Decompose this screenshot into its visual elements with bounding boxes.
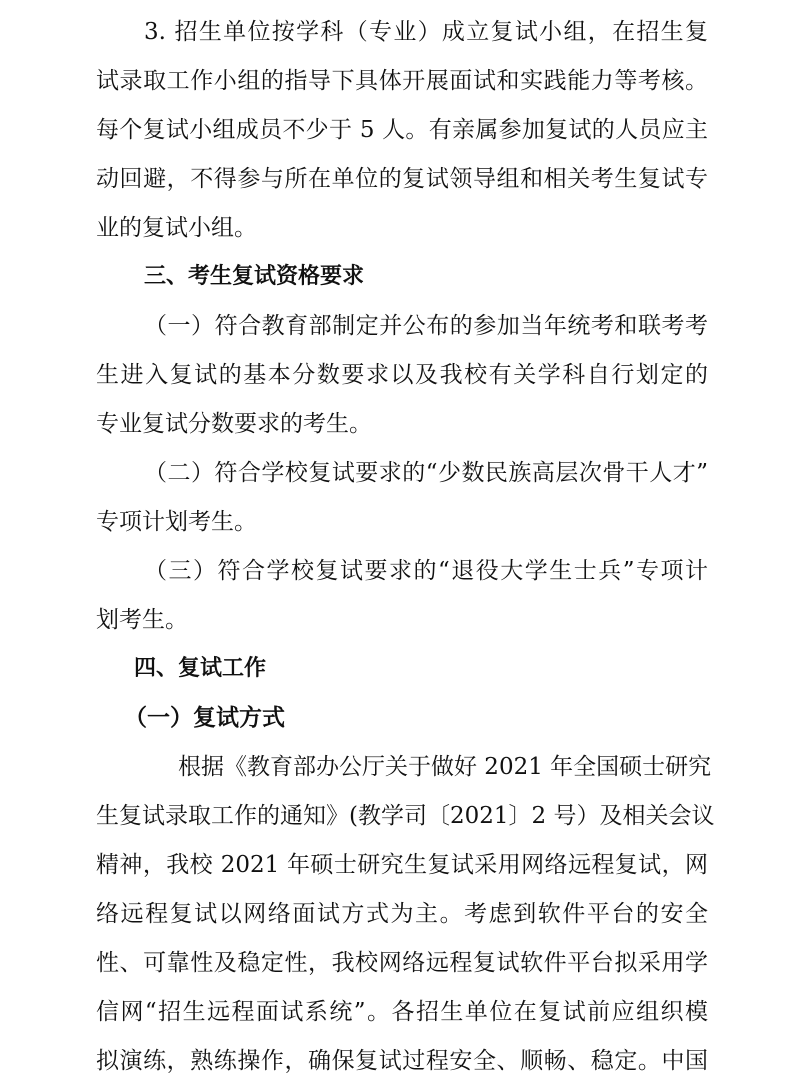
paragraph-line: 拟演练，熟练操作，确保复试过程安全、顺畅、稳定。中国 — [96, 1048, 708, 1074]
subsection-heading: （一）复试方式 — [124, 704, 285, 731]
paragraph-line: 信网“招生远程面试系统”。各招生单位在复试前应组织模 — [96, 999, 708, 1025]
paragraph-line: 根据《教育部办公厅关于做好 2021 年全国硕士研究 — [178, 754, 712, 780]
paragraph-line: （三）符合学校复试要求的“退役大学生士兵”专项计 — [144, 558, 708, 584]
paragraph-line: （一）符合教育部制定并公布的参加当年统考和联考考 — [144, 313, 708, 339]
paragraph-line: （二）符合学校复试要求的“少数民族高层次骨干人才” — [144, 460, 708, 486]
paragraph-line: 生进入复试的基本分数要求以及我校有关学科自行划定的 — [96, 362, 708, 388]
paragraph-line: 专业复试分数要求的考生。 — [96, 411, 372, 437]
paragraph-line: 精神，我校 2021 年硕士研究生复试采用网络远程复试，网 — [96, 852, 708, 878]
paragraph-line: 动回避，不得参与所在单位的复试领导组和相关考生复试专 — [96, 166, 708, 192]
section-heading: 三、考生复试资格要求 — [144, 264, 365, 289]
paragraph-line: 专项计划考生。 — [96, 509, 257, 535]
paragraph-line: 生复试录取工作的通知》(教学司〔2021〕2 号）及相关会议 — [96, 803, 715, 829]
section-heading: 四、复试工作 — [134, 656, 267, 681]
paragraph-line: 业的复试小组。 — [96, 215, 257, 241]
paragraph-line: 试录取工作小组的指导下具体开展面试和实践能力等考核。 — [96, 68, 708, 94]
paragraph-line: 每个复试小组成员不少于 5 人。有亲属参加复试的人员应主 — [96, 117, 708, 143]
paragraph-line: 3. 招生单位按学科（专业）成立复试小组，在招生复 — [144, 19, 708, 45]
paragraph-line: 络远程复试以网络面试方式为主。考虑到软件平台的安全 — [96, 901, 708, 927]
paragraph-line: 性、可靠性及稳定性，我校网络远程复试软件平台拟采用学 — [96, 950, 708, 976]
paragraph-line: 划考生。 — [96, 607, 188, 633]
